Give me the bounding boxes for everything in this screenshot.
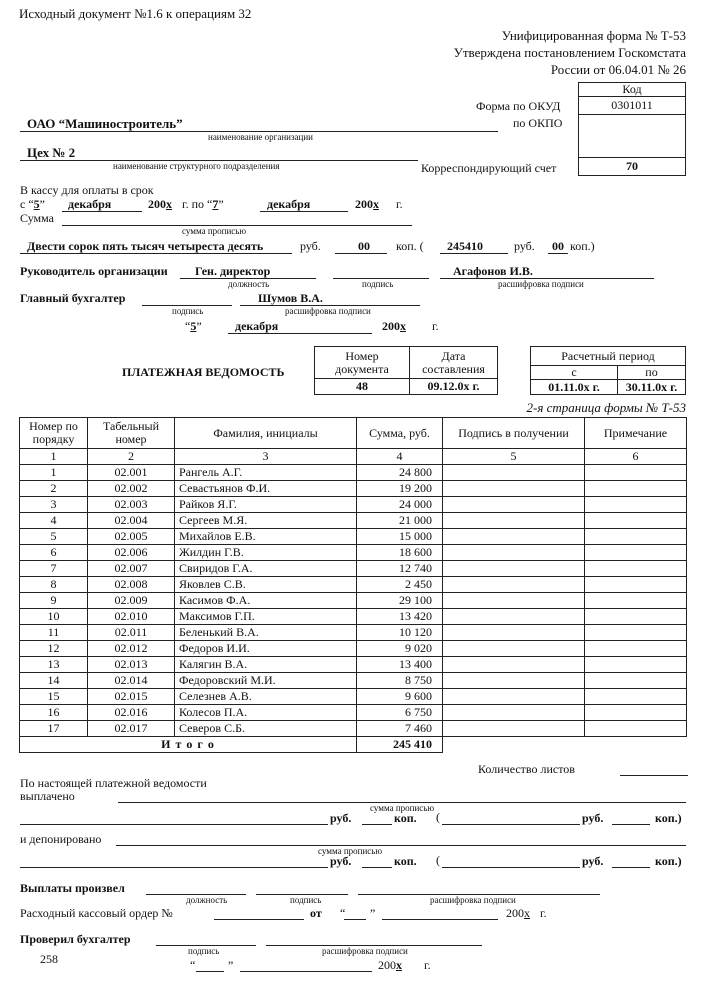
- row-signature: [443, 561, 585, 577]
- row-order-number: 14: [20, 673, 88, 689]
- col-num-2: 2: [88, 449, 175, 465]
- organization-name: ОАО “Машиностроитель”: [27, 116, 183, 131]
- row-signature: [443, 689, 585, 705]
- table-row: [20, 593, 687, 609]
- amount-kop-line: [335, 253, 387, 254]
- table-row: [20, 657, 687, 673]
- row-note: [585, 593, 687, 609]
- checked-decode-caption: расшифровка подписи: [322, 946, 408, 956]
- sign-date-close: ”: [196, 319, 202, 333]
- row-employee-name: Федоровский М.И.: [175, 673, 357, 689]
- cash-order-g: г.: [540, 906, 547, 920]
- row-employee-name: Жилдин Г.В.: [175, 545, 357, 561]
- total-empty-6: [585, 737, 687, 753]
- row-signature: [443, 513, 585, 529]
- row-employee-name: Селезнев А.В.: [175, 689, 357, 705]
- header-note: Примечание: [585, 418, 687, 449]
- period-to-year: [355, 197, 379, 212]
- table-row: [20, 625, 687, 641]
- row-order-number: 3: [20, 497, 88, 513]
- table-row: [20, 705, 687, 721]
- row-note: [585, 721, 687, 737]
- period-from-day: 5: [33, 197, 40, 211]
- row-tab-number: 02.010: [88, 609, 175, 625]
- period-from-month-line: [62, 211, 142, 212]
- row-employee-name: Михайлов Е.В.: [175, 529, 357, 545]
- row-note: [585, 577, 687, 593]
- col-num-6: 6: [585, 449, 687, 465]
- cash-order-ot: от: [310, 906, 322, 920]
- cash-order-label: Расходный кассовый ордер №: [20, 906, 173, 920]
- table-header-row: [20, 418, 687, 449]
- head-sign-caption: подпись: [362, 279, 394, 289]
- deposited-kop-label: коп.: [394, 854, 417, 868]
- amount-kop2-line: [548, 253, 568, 254]
- table-row: [20, 529, 687, 545]
- table-row: [20, 641, 687, 657]
- row-tab-number: 02.005: [88, 529, 175, 545]
- checked-g: г.: [424, 958, 431, 972]
- row-tab-number: 02.015: [88, 689, 175, 705]
- source-document-label: Исходный документ №1.6 к операциям 32: [19, 6, 252, 21]
- cash-order-month-line: [382, 919, 498, 920]
- doc-number-value: 48: [356, 379, 368, 394]
- row-tab-number: 02.013: [88, 657, 175, 673]
- amount-words: Двести сорок пять тысяч четыреста десять: [27, 239, 264, 253]
- paid-by-decode-caption: расшифровка подписи: [430, 895, 516, 905]
- deposited-paren-open: (: [436, 853, 440, 867]
- period-from-open: с “: [20, 197, 34, 211]
- row-order-number: 7: [20, 561, 88, 577]
- payment-period: [20, 197, 45, 212]
- row-employee-name: Беленький В.А.: [175, 625, 357, 641]
- row-sum: 24 800: [357, 465, 443, 481]
- period-from-close: ”: [39, 197, 45, 211]
- row-signature: [443, 529, 585, 545]
- cash-order-number-line: [214, 919, 304, 920]
- row-sum: 9 020: [357, 641, 443, 657]
- summa-caption: сумма прописью: [182, 226, 247, 236]
- row-sum: 10 120: [357, 625, 443, 641]
- row-order-number: 6: [20, 545, 88, 561]
- row-sum: 13 400: [357, 657, 443, 673]
- period-from-month: декабря: [68, 197, 112, 211]
- row-signature: [443, 641, 585, 657]
- row-employee-name: Яковлев С.В.: [175, 577, 357, 593]
- page-note: 2-я страница формы № Т-53: [526, 400, 686, 415]
- okud-code-cell: [578, 96, 686, 115]
- row-signature: [443, 593, 585, 609]
- paid-kop2-line: [612, 824, 650, 825]
- header-tab-number: Табельный номер: [88, 418, 175, 449]
- accountant-name: Шумов В.А.: [258, 291, 323, 305]
- row-sum: 8 750: [357, 673, 443, 689]
- row-sum: 6 750: [357, 705, 443, 721]
- amount-rub2-label: руб.: [514, 239, 535, 253]
- table-row: [20, 513, 687, 529]
- table-row: [20, 465, 687, 481]
- period-from-label: с: [571, 365, 577, 380]
- row-tab-number: 02.007: [88, 561, 175, 577]
- table-row: [20, 545, 687, 561]
- doc-number-label: Номер документа: [335, 348, 389, 376]
- row-signature: [443, 481, 585, 497]
- period-g: г.: [396, 197, 403, 211]
- period-header: [530, 346, 686, 366]
- period-header-label: Расчетный период: [561, 348, 655, 363]
- head-position: Ген. директор: [195, 264, 271, 278]
- period-from-year-num: 200: [148, 197, 166, 211]
- period-from-year: [148, 197, 172, 212]
- row-order-number: 5: [20, 529, 88, 545]
- sign-date-day: [185, 319, 202, 334]
- row-order-number: 11: [20, 625, 88, 641]
- department-name: Цех № 2: [27, 145, 76, 160]
- cash-order-year: [506, 906, 530, 921]
- table-row: [20, 561, 687, 577]
- paid-paren-open: (: [436, 810, 440, 824]
- period-to-close: ”: [218, 197, 224, 211]
- col-num-1: 1: [20, 449, 88, 465]
- period-from-year-x: х: [166, 197, 172, 211]
- row-note: [585, 545, 687, 561]
- table-body: [20, 465, 687, 737]
- row-sum: 18 600: [357, 545, 443, 561]
- row-signature: [443, 721, 585, 737]
- paid-digits-line: [442, 824, 580, 825]
- table-row: [20, 689, 687, 705]
- row-tab-number: 02.006: [88, 545, 175, 561]
- okud-label: Форма по ОКУД: [476, 99, 561, 113]
- period-from-cell: [530, 379, 618, 395]
- amount-digits: 245410: [447, 239, 483, 253]
- table-row: [20, 673, 687, 689]
- period-g-po: г. по “: [182, 197, 213, 211]
- corr-account-cell: [578, 157, 686, 176]
- row-signature: [443, 657, 585, 673]
- period-to-year-num: 200: [355, 197, 373, 211]
- row-order-number: 15: [20, 689, 88, 705]
- period-to-cell: [617, 379, 686, 395]
- okpo-code-cell: [578, 114, 686, 158]
- row-order-number: 1: [20, 465, 88, 481]
- head-decode-caption: расшифровка подписи: [498, 279, 584, 289]
- row-sum: 9 600: [357, 689, 443, 705]
- row-note: [585, 705, 687, 721]
- row-note: [585, 609, 687, 625]
- paid-line-1: По настоящей платежной ведомости: [20, 776, 207, 790]
- accountant-label: Главный бухгалтер: [20, 291, 126, 305]
- amount-kop-close: коп.): [570, 239, 595, 253]
- sign-date-year-x: х: [400, 319, 406, 333]
- checked-by-label: Проверил бухгалтер: [20, 932, 131, 946]
- row-note: [585, 673, 687, 689]
- doc-date-value: 09.12.0х г.: [427, 379, 480, 394]
- period-to-label: по: [645, 365, 658, 380]
- amount-kop-open: коп. (: [396, 239, 424, 253]
- period-to-open: [182, 197, 224, 212]
- row-sum: 7 460: [357, 721, 443, 737]
- row-note: [585, 497, 687, 513]
- period-from-value: 01.11.0х г.: [548, 379, 600, 394]
- period-from-header: [530, 365, 618, 380]
- period-to-day: 7: [212, 197, 219, 211]
- row-order-number: 4: [20, 513, 88, 529]
- row-employee-name: Федоров И.И.: [175, 641, 357, 657]
- sign-date-day-value: 5: [190, 319, 197, 333]
- checked-sign-caption: подпись: [188, 946, 220, 956]
- doc-date-header: [409, 346, 498, 379]
- paid-kop-close: коп.): [655, 811, 682, 825]
- header-order-number: Номер по порядку: [20, 418, 88, 449]
- paid-by-label: Выплаты произвел: [20, 881, 125, 895]
- period-to-header: [617, 365, 686, 380]
- deposited-line: [116, 845, 686, 846]
- paid-kop-line: [362, 824, 392, 825]
- row-sum: 2 450: [357, 577, 443, 593]
- doc-number-header: [314, 346, 410, 379]
- paid-words-caption: сумма прописью: [370, 803, 435, 813]
- paid-by-sign-caption: подпись: [290, 895, 322, 905]
- row-sum: 12 740: [357, 561, 443, 577]
- row-order-number: 12: [20, 641, 88, 657]
- head-label: Руководитель организации: [20, 264, 168, 278]
- row-tab-number: 02.014: [88, 673, 175, 689]
- row-note: [585, 465, 687, 481]
- amount-kop2-value: 00: [552, 239, 564, 253]
- organization-caption: наименование организации: [208, 132, 313, 142]
- sign-date-month: декабря: [235, 319, 279, 333]
- row-tab-number: 02.017: [88, 721, 175, 737]
- row-signature: [443, 625, 585, 641]
- table-row: [20, 721, 687, 737]
- row-tab-number: 02.002: [88, 481, 175, 497]
- deposited-words-line: [20, 867, 328, 868]
- code-header: [578, 82, 686, 97]
- checked-year-x: х: [396, 958, 402, 972]
- sign-date-year-num: 200: [382, 319, 400, 333]
- checked-year: [378, 958, 402, 973]
- sheets-line: [620, 775, 688, 776]
- accountant-decode-caption: расшифровка подписи: [285, 306, 371, 316]
- row-order-number: 17: [20, 721, 88, 737]
- header-sum: Сумма, руб.: [357, 418, 443, 449]
- row-tab-number: 02.011: [88, 625, 175, 641]
- col-num-3: 3: [175, 449, 357, 465]
- row-signature: [443, 705, 585, 721]
- row-sum: 15 000: [357, 529, 443, 545]
- checked-month-line: [240, 971, 372, 972]
- row-sum: 19 200: [357, 481, 443, 497]
- row-tab-number: 02.001: [88, 465, 175, 481]
- row-tab-number: 02.009: [88, 593, 175, 609]
- checked-year-num: 200: [378, 958, 396, 972]
- row-note: [585, 513, 687, 529]
- department-caption: наименование структурного подразделения: [113, 161, 280, 171]
- table-row: [20, 497, 687, 513]
- row-order-number: 13: [20, 657, 88, 673]
- row-signature: [443, 465, 585, 481]
- accountant-sign-caption: подпись: [172, 306, 204, 316]
- paid-line-2: выплачено: [20, 789, 75, 803]
- checked-day-line: [196, 971, 224, 972]
- row-employee-name: Райков Я.Г.: [175, 497, 357, 513]
- row-employee-name: Рангель А.Г.: [175, 465, 357, 481]
- col-num-4: 4: [357, 449, 443, 465]
- row-note: [585, 689, 687, 705]
- paid-by-position-caption: должность: [186, 895, 228, 905]
- row-note: [585, 561, 687, 577]
- row-employee-name: Сергеев М.Я.: [175, 513, 357, 529]
- row-note: [585, 481, 687, 497]
- row-signature: [443, 609, 585, 625]
- row-tab-number: 02.008: [88, 577, 175, 593]
- row-signature: [443, 577, 585, 593]
- row-note: [585, 657, 687, 673]
- row-employee-name: Колесов П.А.: [175, 705, 357, 721]
- row-note: [585, 641, 687, 657]
- paid-rub-label: руб.: [330, 811, 352, 825]
- row-sum: 13 420: [357, 609, 443, 625]
- row-order-number: 9: [20, 593, 88, 609]
- period-to-value: 30.11.0х г.: [625, 379, 678, 394]
- table-row: [20, 481, 687, 497]
- row-employee-name: Максимов Г.П.: [175, 609, 357, 625]
- statement-title: ПЛАТЕЖНАЯ ВЕДОМОСТЬ: [122, 365, 285, 379]
- doc-date-cell: [409, 378, 498, 395]
- row-sum: 21 000: [357, 513, 443, 529]
- deposited-rub2-label: руб.: [582, 854, 604, 868]
- corr-account-value: 70: [626, 159, 638, 174]
- period-to-year-x: х: [373, 197, 379, 211]
- header-name: Фамилия, инициалы: [175, 418, 357, 449]
- table-row: [20, 577, 687, 593]
- row-employee-name: Свиридов Г.А.: [175, 561, 357, 577]
- deposited-label: и депонировано: [20, 832, 102, 846]
- cash-order-q-open: “: [340, 906, 346, 920]
- amount-rub-label: руб.: [300, 239, 321, 253]
- total-label: И т о г о: [20, 737, 357, 753]
- row-tab-number: 02.012: [88, 641, 175, 657]
- row-order-number: 8: [20, 577, 88, 593]
- code-header-label: Код: [622, 82, 642, 97]
- period-to-month-line: [260, 211, 348, 212]
- total-empty-5: [443, 737, 585, 753]
- summa-label: Сумма: [20, 211, 54, 225]
- page-number: 258: [40, 952, 58, 966]
- doc-number-cell: [314, 378, 410, 395]
- sign-date-open: “: [185, 319, 191, 333]
- row-sum: 29 100: [357, 593, 443, 609]
- sign-date-year: [382, 319, 406, 334]
- okud-code-value: 0301011: [611, 98, 653, 113]
- sign-date-month-line: [228, 333, 372, 334]
- total-sum: 245 410: [357, 737, 443, 753]
- cash-order-day-line: [344, 919, 366, 920]
- paid-words-line: [20, 824, 328, 825]
- row-note: [585, 529, 687, 545]
- row-tab-number: 02.003: [88, 497, 175, 513]
- deposited-kop-close: коп.): [655, 854, 682, 868]
- payroll-table: [19, 417, 687, 753]
- head-name: Агафонов И.В.: [453, 264, 533, 278]
- approval-line-1: Утверждена постановлением Госкомстата: [453, 45, 686, 60]
- row-employee-name: Севастьянов Ф.И.: [175, 481, 357, 497]
- table-row: [20, 609, 687, 625]
- row-order-number: 16: [20, 705, 88, 721]
- payment-intro: В кассу для оплаты в срок: [20, 183, 154, 197]
- period-to-month: декабря: [267, 197, 311, 211]
- table-total-row: [20, 737, 687, 753]
- row-signature: [443, 673, 585, 689]
- amount-kop-value: 00: [358, 239, 370, 253]
- row-order-number: 2: [20, 481, 88, 497]
- row-signature: [443, 497, 585, 513]
- cash-order-year-x: х: [524, 906, 530, 920]
- sign-date-g: г.: [432, 319, 439, 333]
- deposited-words-caption: сумма прописью: [318, 846, 383, 856]
- row-note: [585, 625, 687, 641]
- row-tab-number: 02.004: [88, 513, 175, 529]
- amount-words-line: [20, 253, 292, 254]
- deposited-kop2-line: [612, 867, 650, 868]
- table-column-numbers: [20, 449, 687, 465]
- cash-order-year-num: 200: [506, 906, 524, 920]
- okpo-label: по ОКПО: [513, 116, 563, 130]
- row-sum: 24 000: [357, 497, 443, 513]
- amount-digits-line: [440, 253, 508, 254]
- form-name: Унифицированная форма № Т-53: [501, 28, 686, 43]
- header-signature: Подпись в получении: [443, 418, 585, 449]
- deposited-rub-label: руб.: [330, 854, 352, 868]
- checked-q-close: ”: [228, 958, 234, 972]
- col-num-5: 5: [443, 449, 585, 465]
- deposited-kop-line: [362, 867, 392, 868]
- row-employee-name: Северов С.Б.: [175, 721, 357, 737]
- row-order-number: 10: [20, 609, 88, 625]
- corr-account-label: Корреспондирующий счет: [421, 161, 557, 175]
- doc-date-label: Дата составления: [422, 348, 485, 376]
- deposited-digits-line: [442, 867, 580, 868]
- row-signature: [443, 545, 585, 561]
- row-tab-number: 02.016: [88, 705, 175, 721]
- cash-order-q-close: ”: [370, 906, 376, 920]
- approval-line-2: России от 06.04.01 № 26: [550, 62, 686, 77]
- row-employee-name: Калягин В.А.: [175, 657, 357, 673]
- checked-q-open: “: [190, 958, 196, 972]
- row-employee-name: Касимов Ф.А.: [175, 593, 357, 609]
- sheets-label: Количество листов: [478, 762, 575, 776]
- head-position-caption: должность: [228, 279, 270, 289]
- paid-kop-label: коп.: [394, 811, 417, 825]
- paid-rub2-label: руб.: [582, 811, 604, 825]
